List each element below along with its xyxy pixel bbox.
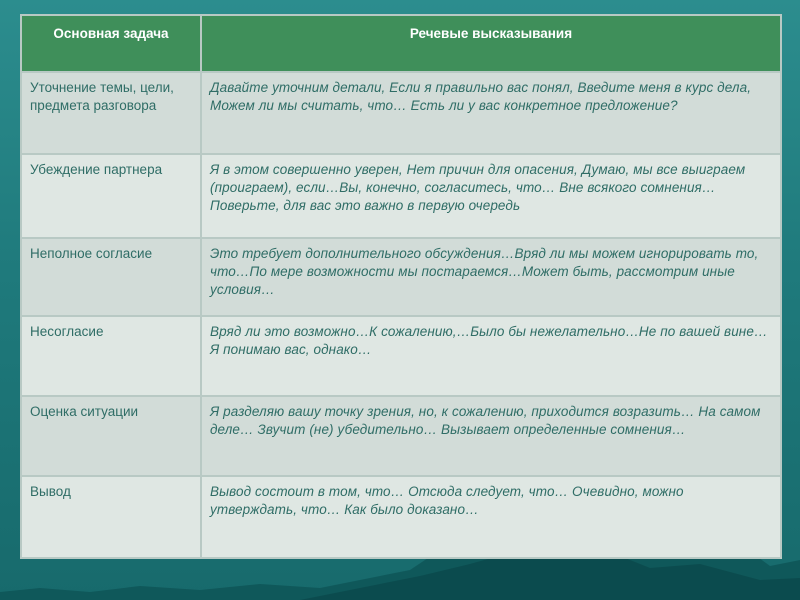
cell-phrases: Я разделяю вашу точку зрения, но, к сожалению, приходится возразить… На самом деле… Звучит (не) убедительно… Вызывает определенные сомнения… <box>201 396 781 476</box>
table-row <box>21 476 781 558</box>
table-row <box>21 316 781 396</box>
cell-phrases: Вывод состоит в том, что… Отсюда следует, что… Очевидно, можно утверждать, что… Как было доказано… <box>201 476 781 558</box>
cell-task: Убеждение партнера <box>21 154 201 238</box>
table-row <box>21 238 781 316</box>
table-row <box>21 154 781 238</box>
cell-task: Уточнение темы, цели, предмета разговора <box>21 72 201 154</box>
cell-task: Оценка ситуации <box>21 396 201 476</box>
cell-task: Вывод <box>21 476 201 558</box>
cell-task: Неполное согласие <box>21 238 201 316</box>
cell-phrases: Давайте уточним детали, Если я правильно вас понял, Введите меня в курс дела, Можем ли мы считать, что… Есть ли у вас конкретное предложение? <box>201 72 781 154</box>
cell-task: Несогласие <box>21 316 201 396</box>
speech-table <box>20 14 782 559</box>
cell-phrases: Я в этом совершенно уверен, Нет причин для опасения, Думаю, мы все выиграем (проиграем), если…Вы, конечно, согласитесь, что… Вне всякого сомнения… Поверьте, для вас это важно в первую очередь <box>201 154 781 238</box>
table-row <box>21 72 781 154</box>
header-task: Основная задача <box>21 15 201 72</box>
table-row <box>21 396 781 476</box>
cell-phrases: Вряд ли это возможно…К сожалению,…Было бы нежелательно…Не по вашей вине…Я понимаю вас, однако… <box>201 316 781 396</box>
cell-phrases: Это требует дополнительного обсуждения…Вряд ли мы можем игнорировать то, что…По мере возможности мы постараемся…Может быть, рассмотрим иные условия… <box>201 238 781 316</box>
header-phrases: Речевые высказывания <box>201 15 781 72</box>
header-row <box>21 15 781 72</box>
